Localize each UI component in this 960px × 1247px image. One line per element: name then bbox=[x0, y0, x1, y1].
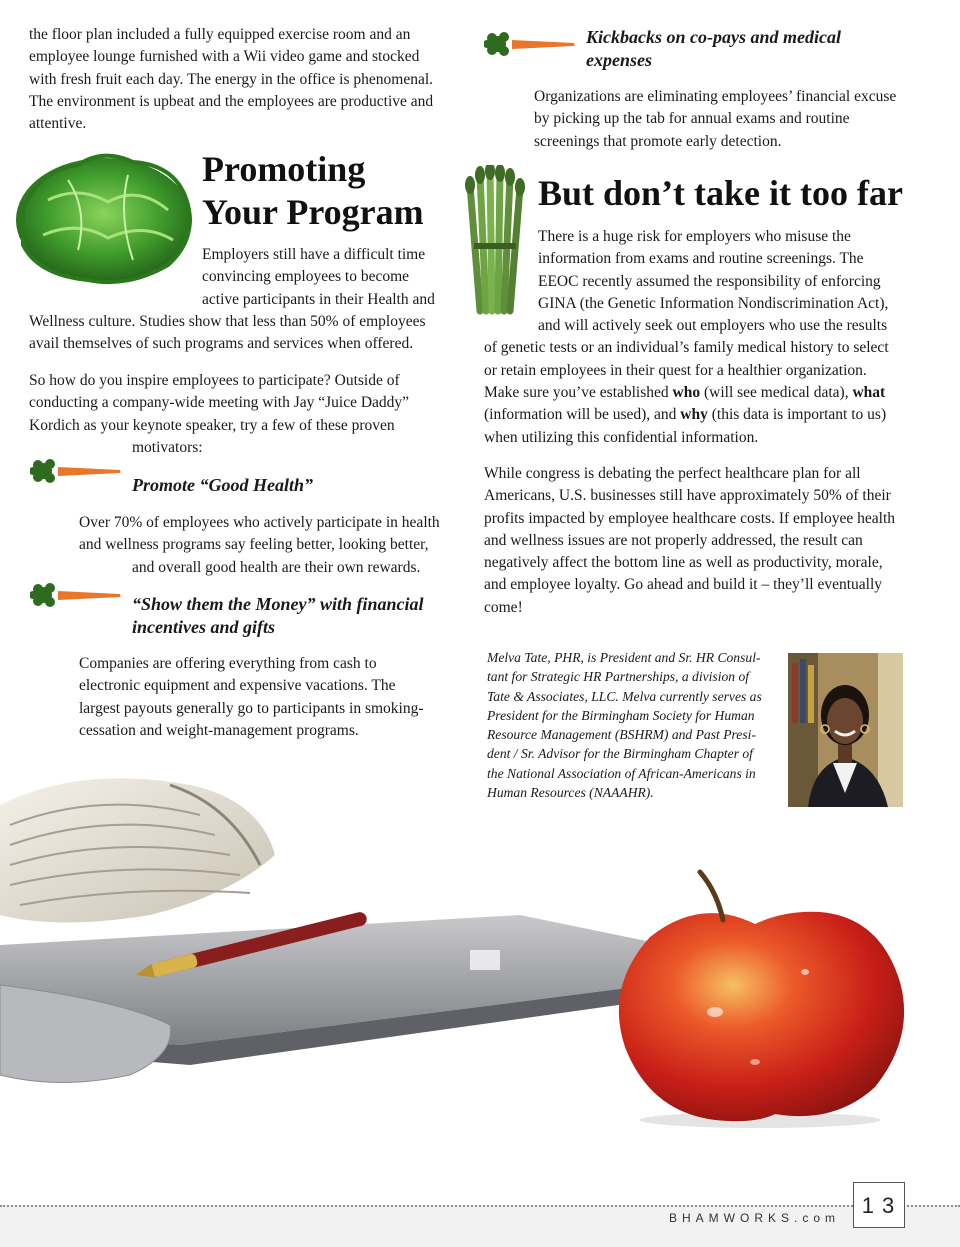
good-health-paragraph bbox=[79, 512, 454, 579]
too-far-line: EEOC recently assumed the responsibility of enforcing bbox=[538, 272, 881, 290]
promoting-line: avail themselves of such programs and services when offered. bbox=[29, 335, 414, 353]
what-emphasis: what bbox=[852, 384, 886, 402]
money-line: largest payouts generally go to participants in smoking- bbox=[79, 699, 424, 717]
congress-paragraph bbox=[484, 463, 949, 619]
carrot-icon bbox=[484, 28, 576, 60]
too-far-line: information from exams and routine screenings. The bbox=[538, 250, 864, 268]
bio-line: Tate & Associates, LLC. Melva currently serves as bbox=[487, 688, 762, 704]
intro-line: The environment is upbeat and the employees are productive and bbox=[29, 92, 434, 110]
inspire-paragraph bbox=[29, 370, 454, 459]
too-far-line: or retain employees in their quest for a healthier organization. bbox=[484, 361, 867, 379]
money-title-line: “Show them the Money” with financial bbox=[132, 594, 424, 614]
too-far-paragraph bbox=[484, 226, 949, 449]
kickbacks-paragraph bbox=[534, 86, 944, 153]
money-line: Companies are offering everything from cash to bbox=[79, 655, 377, 672]
bio-line: President for the Birmingham Society for Human bbox=[487, 707, 755, 723]
promoting-line: Employers still have a difficult time bbox=[202, 246, 426, 263]
intro-paragraph bbox=[29, 24, 449, 135]
congress-line: While congress is debating the perfect healthcare plan for all bbox=[484, 465, 861, 482]
promoting-heading-line: Promoting bbox=[202, 149, 366, 189]
congress-line: negatively affect the bottom line as well as productivity, morale, bbox=[484, 554, 883, 572]
promoting-line: active participants in their Health and bbox=[202, 290, 435, 308]
carrot-icon bbox=[30, 455, 122, 487]
promoting-line: convincing employees to become bbox=[202, 268, 410, 286]
author-photo bbox=[788, 653, 903, 807]
bio-line: Melva Tate, PHR, is President and Sr. HR Consul- bbox=[487, 650, 761, 665]
promoting-paragraph bbox=[29, 244, 454, 355]
footer-dotted-rule bbox=[0, 1205, 960, 1207]
too-far-line: of genetic tests or an individual’s family medical history to select bbox=[484, 339, 889, 357]
promoting-heading bbox=[202, 148, 452, 234]
kickbacks-line: screenings that promote early detection. bbox=[534, 132, 782, 150]
too-far-line: and will actively seek out employers who use the results bbox=[538, 317, 888, 335]
too-far-line: when utilizing this confidential information. bbox=[484, 428, 759, 446]
bio-line: tant for Strategic HR Partnerships, a division of bbox=[487, 669, 750, 685]
too-far-line: Make sure you’ve established who (will see medical data), what bbox=[484, 384, 886, 402]
intro-line: attentive. bbox=[29, 115, 87, 133]
good-health-line: and overall good health are their own rewards. bbox=[132, 558, 421, 576]
congress-line: profits impacted by employee healthcare costs. If employee health bbox=[484, 509, 896, 527]
kickbacks-line: by picking up the tab for annual exams and routine bbox=[534, 110, 850, 128]
apple-image bbox=[605, 862, 915, 1132]
inspire-line: motivators: bbox=[132, 438, 203, 456]
carrot-icon bbox=[30, 579, 122, 611]
who-emphasis: who bbox=[672, 384, 701, 402]
money-line: cessation and weight-management programs. bbox=[79, 721, 359, 739]
inspire-line: So how do you inspire employees to participate? Outside of bbox=[29, 372, 400, 389]
inspire-line: conducting a company-wide meeting with Jay “Juice Daddy” bbox=[29, 394, 410, 412]
inspire-line: Kordich as your keynote speaker, try a few of these proven bbox=[29, 416, 395, 434]
intro-line: with fresh fruit each day. The energy in the office is phenomenal. bbox=[29, 70, 434, 88]
bio-line: Human Resources (NAAAHR). bbox=[487, 785, 654, 801]
congress-line: and wellness issues are not properly addressed, the result can bbox=[484, 531, 863, 549]
bio-line: the National Association of African-Americans in bbox=[487, 765, 756, 781]
good-health-title: Promote “Good Health” bbox=[132, 475, 313, 495]
kickbacks-title-line: expenses bbox=[586, 49, 652, 70]
too-far-line: There is a huge risk for employers who misuse the bbox=[538, 228, 851, 245]
page-number: 13 bbox=[853, 1182, 905, 1228]
footer-site: BHAMWORKS.com bbox=[668, 1211, 840, 1225]
congress-line: Americans, U.S. businesses still have approximately 50% of their bbox=[484, 487, 891, 505]
bio-line: Resource Management (BSHRM) and Past Presi- bbox=[487, 727, 756, 743]
money-line: electronic equipment and expensive vacations. The bbox=[79, 677, 396, 695]
money-title bbox=[132, 593, 424, 638]
bio-line: dent / Sr. Advisor for the Birmingham Chapter of bbox=[487, 746, 753, 762]
promoting-heading-line: Your Program bbox=[202, 192, 424, 232]
good-health-line: and wellness programs say feeling better, looking better, bbox=[79, 536, 429, 554]
congress-line: and employee loyalty. Go ahead and build it – they’ll eventually bbox=[484, 576, 883, 594]
too-far-line: GINA (the Genetic Information Nondiscrimination Act), bbox=[538, 294, 889, 312]
intro-line: employee lounge furnished with a Wii video game and stocked bbox=[29, 48, 420, 66]
newspaper-laptop-pen-image bbox=[0, 745, 700, 1105]
good-health-line: Over 70% of employees who actively participate in health bbox=[79, 514, 440, 531]
money-title-line: incentives and gifts bbox=[132, 616, 275, 637]
kickbacks-title-line: Kickbacks on co-pays and medical bbox=[586, 27, 841, 47]
congress-line: come! bbox=[484, 598, 523, 616]
why-emphasis: why bbox=[680, 406, 708, 424]
promoting-line: Wellness culture. Studies show that less than 50% of employees bbox=[29, 312, 426, 330]
too-far-heading: But don’t take it too far bbox=[538, 173, 903, 213]
money-paragraph bbox=[79, 653, 454, 742]
too-far-line: (information will be used), and why (this data is important to us) bbox=[484, 406, 887, 424]
kickbacks-title bbox=[586, 26, 841, 71]
intro-line: the floor plan included a fully equipped exercise room and an bbox=[29, 26, 411, 43]
kickbacks-line: Organizations are eliminating employees’ financial excuse bbox=[534, 88, 897, 105]
